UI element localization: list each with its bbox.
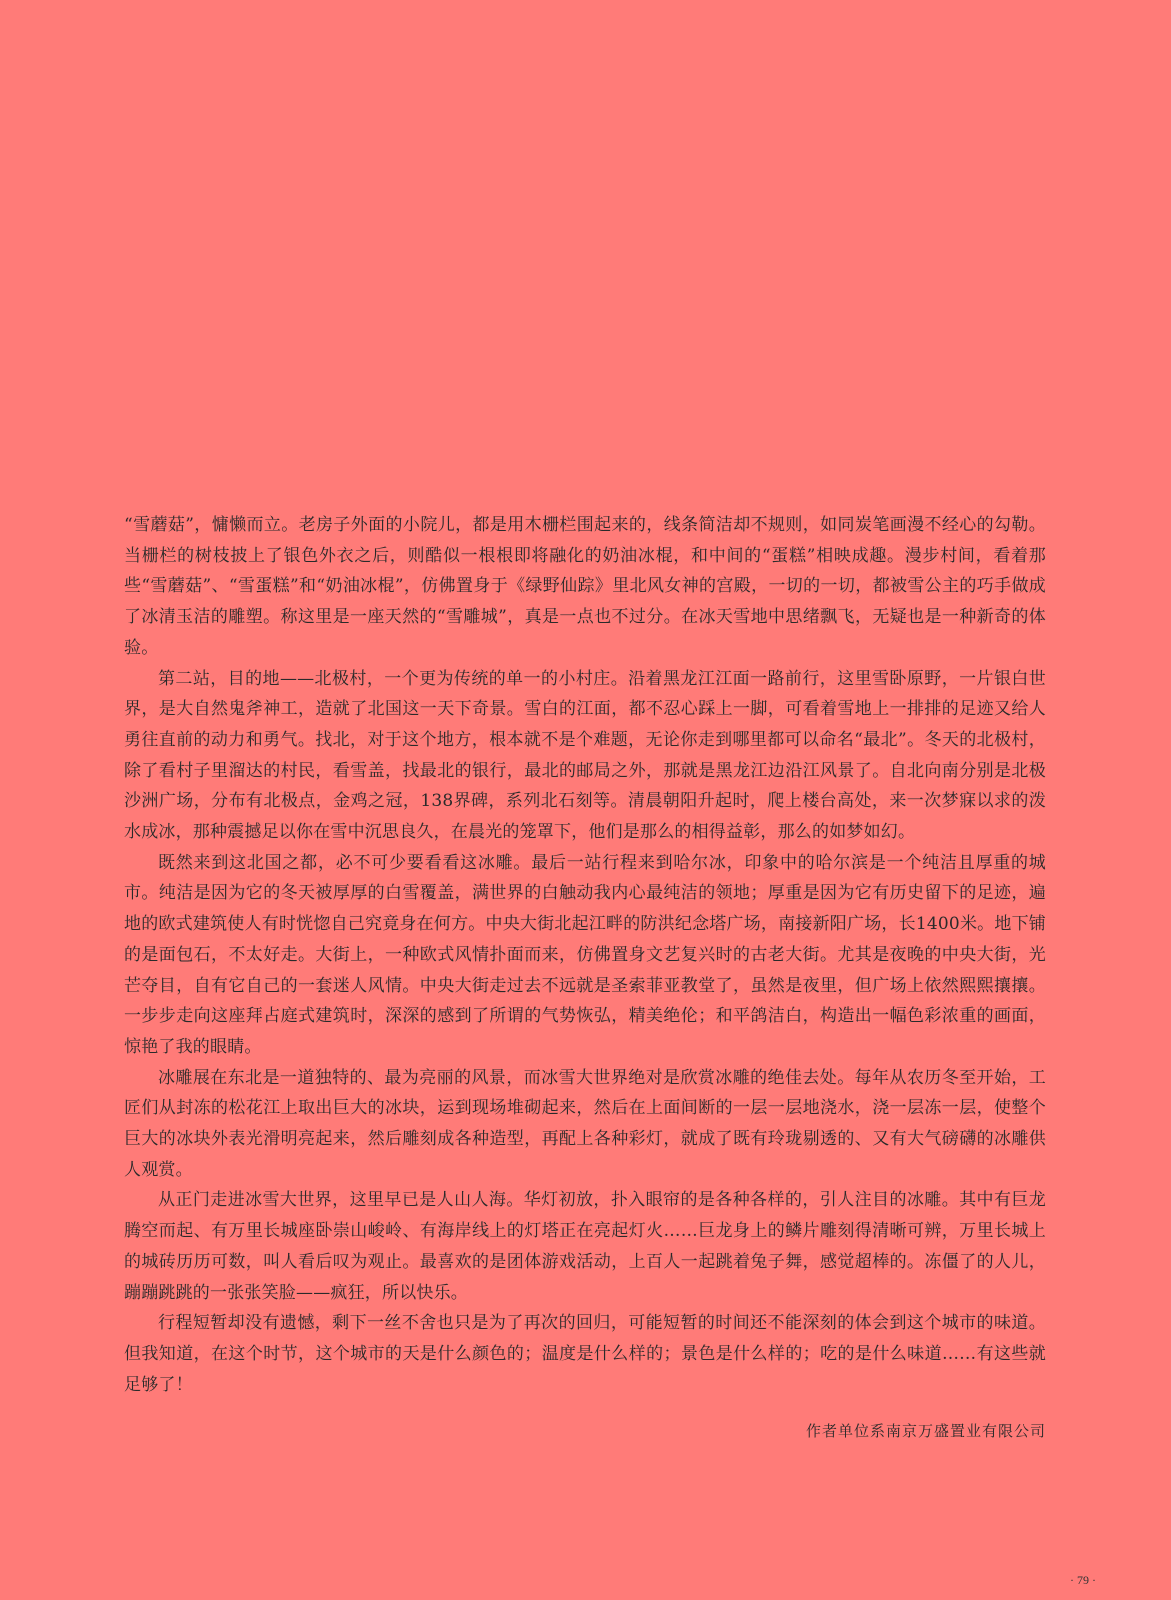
paragraph-3: 既然来到这北国之都，必不可少要看看这冰雕。最后一站行程来到哈尔冰，印象中的哈尔滨是一个纯洁且厚重的城市。纯洁是因为它的冬天被厚厚的白雪覆盖，满世界的白触动我内心最纯洁的领地；厚重是因为它有历史留下的足迹，遍地的欧式建筑使人有时恍惚自己究竟身在何方。中央大街北起江畔的防洪纪念塔广场，南接新阳广场，长1400米。地下铺的是面包石，不太好走。大街上，一种欧式风情扑面而来，仿佛置身文艺复兴时的古老大街。尤其是夜晚的中央大街，光芒夺目，自有它自己的一套迷人风情。中央大街走过去不远就是圣索菲亚教堂了，虽然是夜里，但广场上依然熙熙攘攘。一步步走向这座拜占庭式建筑时，深深的感到了所谓的气势恢弘，精美绝伦；和平鸽洁白，构造出一幅色彩浓重的画面，惊艳了我的眼睛。 bbox=[124, 852, 1046, 1057]
paragraph-1: “雪蘑菇”，慵懒而立。老房子外面的小院儿，都是用木栅栏围起来的，线条简洁却不规则，如同炭笔画漫不经心的勾勒。当栅栏的树枝披上了银色外衣之后，则酷似一根根即将融化的奶油冰棍，和中间的“蛋糕”相映成趣。漫步村间，看着那些“雪蘑菇”、“雪蛋糕”和“奶油冰棍”，仿佛置身于《绿野仙踪》里北风女神的宫殿，一切的一切，都被雪公主的巧手做成了冰清玉洁的雕塑。称这里是一座天然的“雪雕城”，真是一点也不过分。在冰天雪地中思绪飘飞，无疑也是一种新奇的体验。 bbox=[124, 515, 1046, 658]
page-number: · 79 · bbox=[1070, 1573, 1096, 1587]
article-body bbox=[124, 510, 1046, 1400]
paragraph-5: 从正门走进冰雪大世界，这里早已是人山人海。华灯初放，扑入眼帘的是各种各样的，引人注目的冰雕。其中有巨龙腾空而起、有万里长城座卧崇山峻岭、有海岸线上的灯塔正在亮起灯火……巨龙身上的鳞片雕刻得清晰可辨，万里长城上的城砖历历可数，叫人看后叹为观止。最喜欢的是团体游戏活动，上百人一起跳着兔子舞，感觉超棒的。冻僵了的人儿，蹦蹦跳跳的一张张笑脸——疯狂，所以快乐。 bbox=[124, 1190, 1046, 1303]
paragraph-2: 第二站，目的地——北极村，一个更为传统的单一的小村庄。沿着黑龙江江面一路前行，这里雪卧原野，一片银白世界，是大自然鬼斧神工，造就了北国这一天下奇景。雪白的江面，都不忍心踩上一脚，可看着雪地上一排排的足迹又给人勇往直前的动力和勇气。找北，对于这个地方，根本就不是个难题，无论你走到哪里都可以命名“最北”。冬天的北极村，除了看村子里溜达的村民，看雪盖，找最北的银行，最北的邮局之外，那就是黑龙江边沿江风景了。自北向南分别是北极沙洲广场，分布有北极点，金鸡之冠，138界碑，系列北石刻等。清晨朝阳升起时，爬上楼台高处，来一次梦寐以求的泼水成冰，那种震撼足以你在雪中沉思良久，在晨光的笼罩下，他们是那么的相得益彰，那么的如梦如幻。 bbox=[124, 668, 1046, 843]
paragraph-4: 冰雕展在东北是一道独特的、最为亮丽的风景，而冰雪大世界绝对是欣赏冰雕的绝佳去处。每年从农历冬至开始，工匠们从封冻的松花江上取出巨大的冰块，运到现场堆砌起来，然后在上面间断的一层一层地浇水，浇一层冻一层，使整个巨大的冰块外表光滑明亮起来，然后雕刻成各种造型，再配上各种彩灯，就成了既有玲珑剔透的、又有大气磅礴的冰雕供人观赏。 bbox=[124, 1067, 1046, 1180]
author-affiliation: 作者单位系南京万盛置业有限公司 bbox=[805, 1422, 1046, 1440]
paragraph-6: 行程短暂却没有遗憾，剩下一丝不舍也只是为了再次的回归，可能短暂的时间还不能深刻的体会到这个城市的味道。但我知道，在这个时节，这个城市的天是什么颜色的；温度是什么样的；景色是什么样的；吃的是什么味道……有这些就足够了！ bbox=[124, 1313, 1046, 1395]
